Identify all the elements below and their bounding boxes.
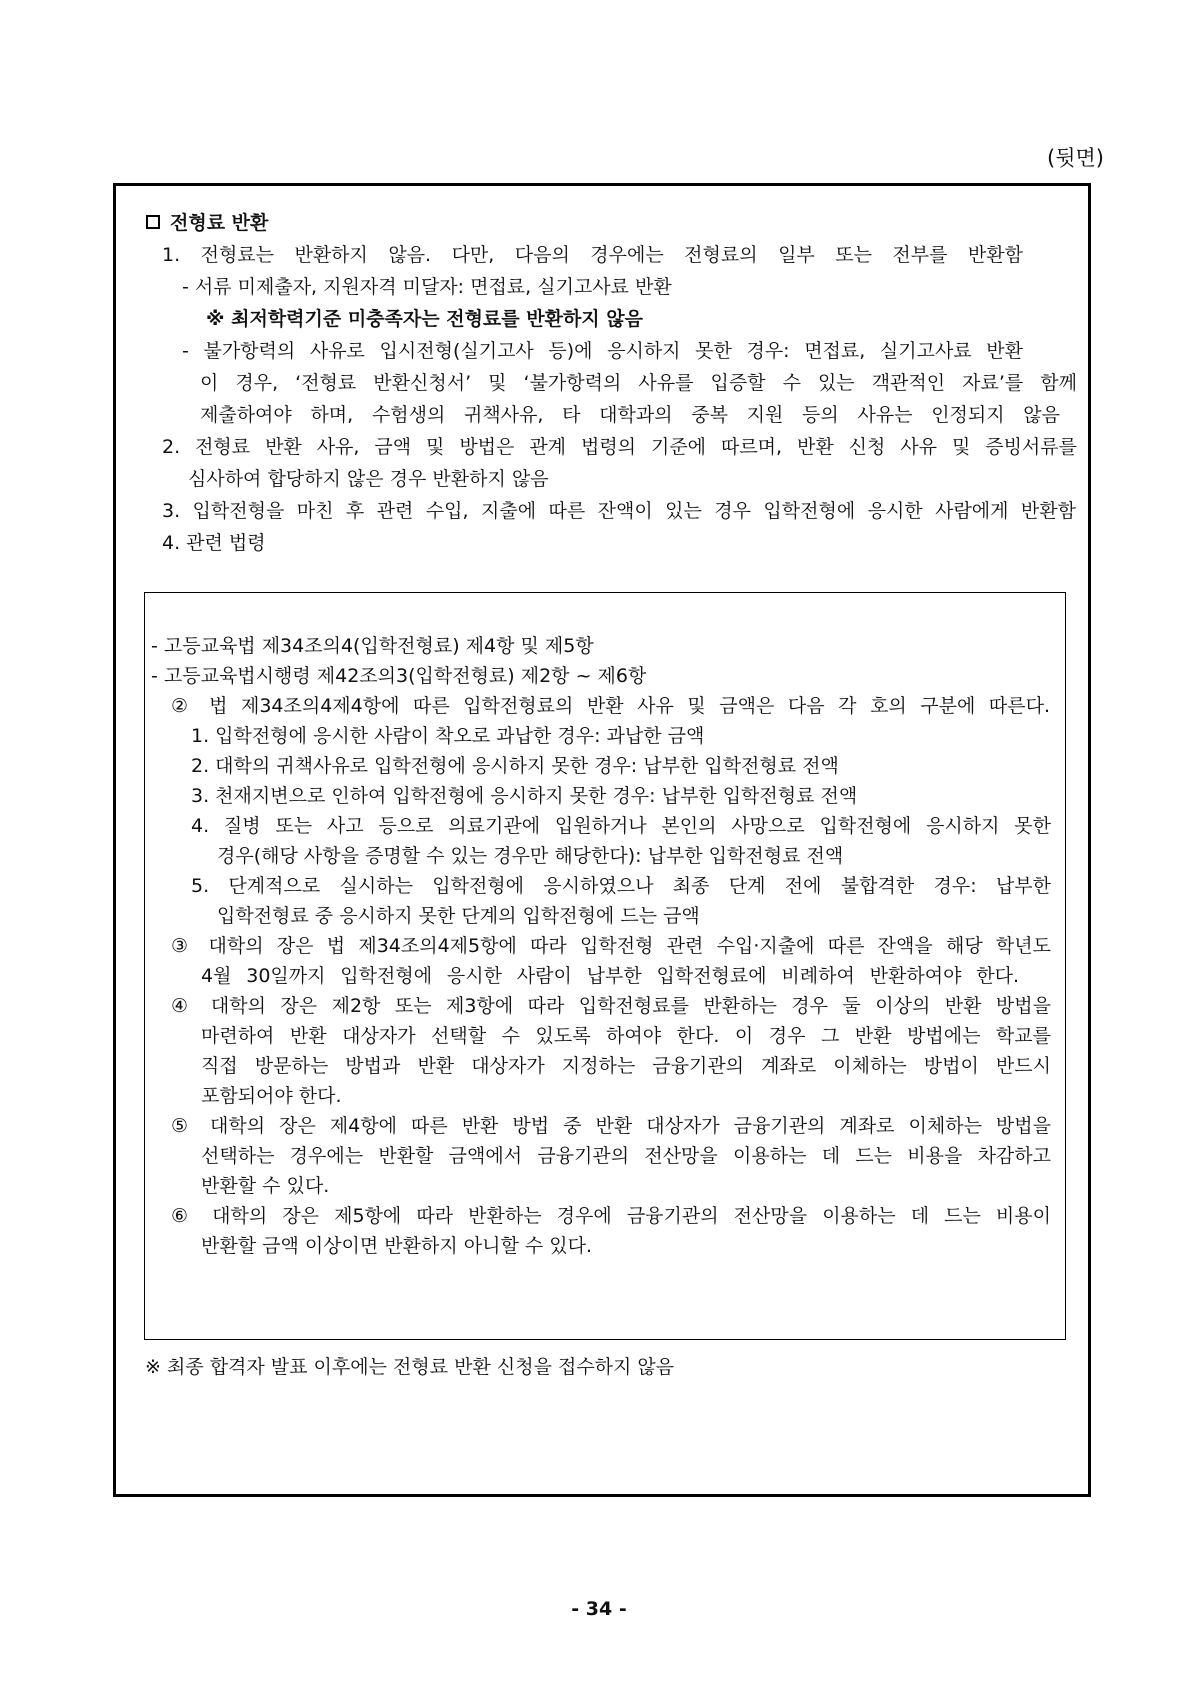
clause-5-cont-2: 반환할 수 있다.	[201, 1175, 330, 1197]
law-excerpt-box	[144, 592, 1066, 1340]
clause-3-cont: 4월 30일까지 입학전형에 응시한 사람이 납부한 입학전형료에 비례하여 반환하여야 한다.	[201, 965, 1019, 987]
law-ref-2: - 고등교육법시행령 제42조의3(입학전형료) 제2항 ~ 제6항	[151, 665, 647, 687]
item-2-cont: 심사하여 합당하지 않은 경우 반환하지 않음	[188, 468, 549, 490]
clause-2-item-5: 5. 단계적으로 실시하는 입학전형에 응시하였으나 최종 단계 전에 불합격한 경우: 납부한	[191, 875, 1051, 897]
section-heading	[146, 210, 268, 236]
clause-5-cont-1: 선택하는 경우에는 반환할 금액에서 금융기관의 전산망을 이용하는 데 드는 비용을 차감하고	[201, 1145, 1051, 1167]
refund-section-box	[113, 183, 1091, 1497]
page-number: - 34 -	[571, 1598, 627, 1620]
clause-5: ⑤ 대학의 장은 제4항에 따른 반환 방법 중 반환 대상자가 금융기관의 계좌로 이체하는 방법을	[171, 1115, 1051, 1137]
clause-2-item-5-cont: 입학전형료 중 응시하지 못한 단계의 입학전형에 드는 금액	[217, 905, 700, 927]
law-ref-1: - 고등교육법 제34조의4(입학전형료) 제4항 및 제5항	[151, 635, 594, 657]
clause-4-cont-1: 마련하여 반환 대상자가 선택할 수 있도록 하여야 한다. 이 경우 그 반환 방법에는 학교를	[201, 1025, 1051, 1047]
clause-2-item-2: 2. 대학의 귀책사유로 입학전형에 응시하지 못한 경우: 납부한 입학전형료 전액	[191, 755, 839, 777]
clause-6: ⑥ 대학의 장은 제5항에 따라 반환하는 경우에 금융기관의 전산망을 이용하는 데 드는 비용이	[171, 1205, 1051, 1227]
clause-4-cont-3: 포함되어야 한다.	[201, 1085, 342, 1107]
clause-2: ② 법 제34조의4제4항에 따른 입학전형료의 반환 사유 및 금액은 다음 각 호의 구분에 따른다.	[171, 695, 1050, 717]
clause-4-cont-2: 직접 방문하는 방법과 반환 대상자가 지정하는 금융기관의 계좌로 이체하는 방법이 반드시	[201, 1055, 1051, 1077]
checkbox-square-icon	[146, 215, 160, 229]
clause-2-item-4-cont: 경우(해당 사항을 증명할 수 있는 경우만 해당한다): 납부한 입학전형료 전액	[217, 845, 844, 867]
clause-6-cont: 반환할 금액 이상이면 반환하지 아니할 수 있다.	[201, 1235, 593, 1257]
page-side-label: (뒷면)	[1047, 146, 1104, 170]
item-2: 2. 전형료 반환 사유, 금액 및 방법은 관계 법령의 기준에 따르며, 반환 신청 사유 및 증빙서류를	[162, 436, 1077, 458]
section-title: 전형료 반환	[170, 212, 269, 234]
item-1: 1. 전형료는 반환하지 않음. 다만, 다음의 경우에는 전형료의 일부 또는 전부를 반환함	[162, 244, 1023, 266]
clause-4: ④ 대학의 장은 제2항 또는 제3항에 따라 입학전형료를 반환하는 경우 둘 이상의 반환 방법을	[171, 995, 1051, 1017]
footer-note: ※ 최종 합격자 발표 이후에는 전형료 반환 신청을 접수하지 않음	[145, 1356, 675, 1378]
clause-2-item-3: 3. 천재지변으로 인하여 입학전형에 응시하지 못한 경우: 납부한 입학전형료 전액	[191, 785, 858, 807]
item-1-sub-1: - 서류 미제출자, 지원자격 미달자: 면접료, 실기고사료 반환	[182, 276, 672, 298]
item-4: 4. 관련 법령	[162, 532, 266, 554]
item-1-note: ※ 최저학력기준 미충족자는 전형료를 반환하지 않음	[206, 308, 643, 330]
item-3: 3. 입학전형을 마친 후 관련 수입, 지출에 따른 잔액이 있는 경우 입학전형에 응시한 사람에게 반환함	[162, 500, 1076, 522]
clause-2-item-1: 1. 입학전형에 응시한 사람이 착오로 과납한 경우: 과납한 금액	[191, 725, 705, 747]
clause-3: ③ 대학의 장은 법 제34조의4제5항에 따라 입학전형 관련 수입·지출에 따른 잔액을 해당 학년도	[171, 935, 1051, 957]
item-1-sub-2-cont-1: 이 경우, ‘전형료 반환신청서’ 및 ‘불가항력의 사유를 입증할 수 있는 객관적인 자료’를 함께	[200, 372, 1077, 394]
item-1-sub-2: - 불가항력의 사유로 입시전형(실기고사 등)에 응시하지 못한 경우: 면접료, 실기고사료 반환	[182, 340, 1023, 362]
item-1-sub-2-cont-2: 제출하여야 하며, 수험생의 귀책사유, 타 대학과의 중복 지원 등의 사유는 인정되지 않음	[200, 404, 1060, 426]
clause-2-item-4: 4. 질병 또는 사고 등으로 의료기관에 입원하거나 본인의 사망으로 입학전형에 응시하지 못한	[191, 815, 1051, 837]
